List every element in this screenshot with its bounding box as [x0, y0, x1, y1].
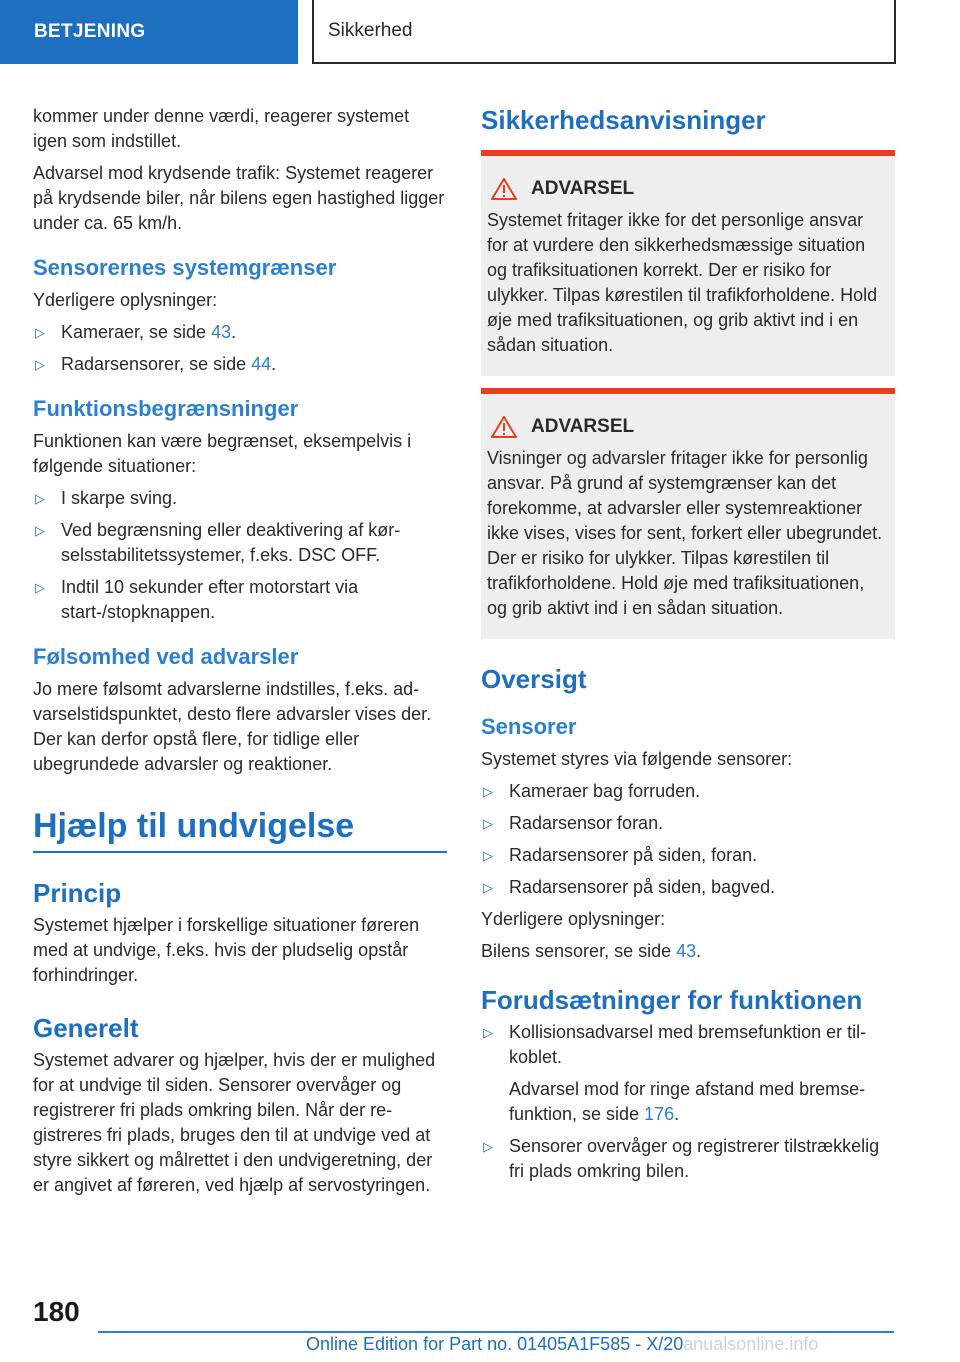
- list-item: ▷ I skarpe sving.: [33, 486, 447, 511]
- function-intro: Funktionen kan være begrænset, eksempelvis i følgende situationer:: [33, 431, 412, 476]
- prerequisite-subnote: Advarsel mod for ringe afstand med bremsefunktion, se side 176.: [509, 1079, 866, 1124]
- warning-text: Systemet fritager ikke for det personlige ansvar for at vurdere den sikkerhedsmæssige situation og trafiksituationen korrekt. Der er risiko for ulykker. Tilpas kørestilen til trafikforholdene. Hold øje med trafiksituationen, og grib aktivt ind i en sådan situation.: [487, 210, 878, 355]
- footer-watermark: anualsonline.info: [683, 1334, 819, 1354]
- intro-paragraph: kommer under denne værdi, reagerer systemet igen som indstillet.: [33, 106, 410, 151]
- page-number: 180: [33, 1296, 80, 1327]
- list-item: ▷ Radarsensor foran.: [481, 811, 895, 836]
- more-info-label: Yderligere oplysninger:: [33, 290, 218, 310]
- warning-title: ADVARSEL: [491, 178, 887, 200]
- triangle-bullet-icon: ▷: [35, 491, 45, 506]
- general-paragraph: Systemet advarer og hjælper, hvis der er mulighed for at undvige til siden. Sensorer overvåger og registrerer fri plads omkring bilen. Når der registreres fri plads, bruges den til at undvige ved at styre sikkert og målrettet i den undvigeretning, der er angivet af føreren, ved hjælp af servostyringen.: [33, 1050, 436, 1195]
- warning-triangle-icon: [491, 416, 517, 438]
- triangle-bullet-icon: ▷: [483, 1139, 493, 1154]
- page-link[interactable]: 43: [211, 322, 232, 342]
- warning-box: [481, 150, 895, 376]
- list-item: ▷ Kameraer, se side 43.: [33, 320, 447, 345]
- triangle-bullet-icon: ▷: [483, 848, 493, 863]
- left-column: [33, 104, 447, 1205]
- list-item: ▷ Radarsensorer på siden, bagved.: [481, 875, 895, 900]
- heading-principle: Princip: [33, 878, 122, 908]
- list-item: ▷ Radarsensorer på siden, foran.: [481, 843, 895, 868]
- footer-edition: Online Edition for Part no. 01405A1F585 - X/20anualsonline.info: [306, 1334, 819, 1354]
- prerequisites-list: [481, 1020, 895, 1184]
- list-item: ▷ Indtil 10 sekunder efter motorstart via start-/stopknappen.: [35, 577, 359, 622]
- heading-sensitivity: Følsomhed ved advarsler: [33, 644, 299, 669]
- heading-general: Generelt: [33, 1013, 139, 1043]
- list-item: ▷ Radarsensorer, se side 44.: [33, 352, 447, 377]
- section-tab: [0, 0, 298, 64]
- cross-traffic-paragraph: Advarsel mod krydsende trafik: Systemet reagerer på krydsende biler, når bilens egen hastighed ligger under ca. 65 km/h.: [33, 163, 445, 233]
- list-item: ▷ Kollisionsadvarsel med bremsefunktion er tilkoblet. Advarsel mod for ringe afstand med bremsefunktion, se side 176.: [481, 1020, 895, 1127]
- triangle-bullet-icon: ▷: [483, 816, 493, 831]
- page-link[interactable]: 44: [251, 354, 272, 374]
- triangle-bullet-icon: ▷: [35, 357, 45, 372]
- triangle-bullet-icon: ▷: [35, 523, 45, 538]
- chapter-title: Sikkerhed: [328, 20, 413, 41]
- triangle-bullet-icon: ▷: [483, 1025, 493, 1040]
- list-item: ▷ Kameraer bag forruden.: [481, 779, 895, 804]
- principle-paragraph: Systemet hjælper i forskellige situationer føreren med at undvige, f.eks. hvis der pludselig opstår forhindringer.: [33, 915, 420, 985]
- page-link[interactable]: 43: [676, 941, 697, 961]
- car-sensors-ref: Bilens sensorer, se side 43.: [481, 941, 702, 961]
- right-column: [481, 104, 895, 1191]
- section-title: BETJENING: [34, 21, 146, 42]
- page-link[interactable]: 176: [644, 1104, 675, 1124]
- main-heading: Hjælp til undvigelse: [33, 805, 447, 853]
- sensors-intro: Systemet styres via følgende sensorer:: [481, 749, 793, 769]
- list-item: ▷ Ved begrænsning eller deaktivering af kørselsstabilitetssystemer, f.eks. DSC OFF.: [35, 520, 401, 565]
- more-info-label: Yderligere oplysninger:: [481, 909, 666, 929]
- triangle-bullet-icon: ▷: [483, 784, 493, 799]
- list-item: ▷ Sensorer overvåger og registrerer tilstrækkelig fri plads omkring bilen.: [483, 1136, 880, 1181]
- warning-text: Visninger og advarsler fritager ikke for personlig ansvar. På grund af systemgrænser kan det forekomme, at advarsler eller systemreaktioner ikke vises, vises for sent, forkert eller ubegrundet. Der er risiko for ulykker. Tilpas kørestilen til trafikforholdene. Hold øje med trafiksituationen, og grib aktivt ind i en sådan situation.: [487, 448, 883, 618]
- warning-title: ADVARSEL: [491, 416, 887, 438]
- sensors-list: [481, 779, 895, 900]
- triangle-bullet-icon: ▷: [483, 880, 493, 895]
- warning-box: [481, 388, 895, 639]
- sensor-limits-list: [33, 320, 447, 377]
- heading-sensors: Sensorer: [481, 714, 577, 739]
- heading-sensor-limits: Sensorernes systemgrænser: [33, 255, 337, 280]
- heading-overview: Oversigt: [481, 664, 587, 694]
- function-limits-list: [33, 486, 447, 625]
- heading-function-limits: Funktionsbegrænsninger: [33, 396, 299, 421]
- heading-prerequisites: Forudsætninger for funktionen: [481, 985, 863, 1015]
- sensitivity-paragraph: Jo mere følsomt advarslerne indstilles, f.eks. advarselstidspunktet, desto flere advarsler vises der. Der kan derfor opstå flere, for tidlige eller ubegrundede advarsler og reaktioner.: [33, 679, 432, 774]
- footer-divider: [98, 1331, 894, 1333]
- triangle-bullet-icon: ▷: [35, 580, 45, 595]
- warning-triangle-icon: [491, 178, 517, 200]
- chapter-tab: [312, 0, 896, 64]
- heading-safety: Sikkerhedsanvisninger: [481, 105, 766, 135]
- triangle-bullet-icon: ▷: [35, 325, 45, 340]
